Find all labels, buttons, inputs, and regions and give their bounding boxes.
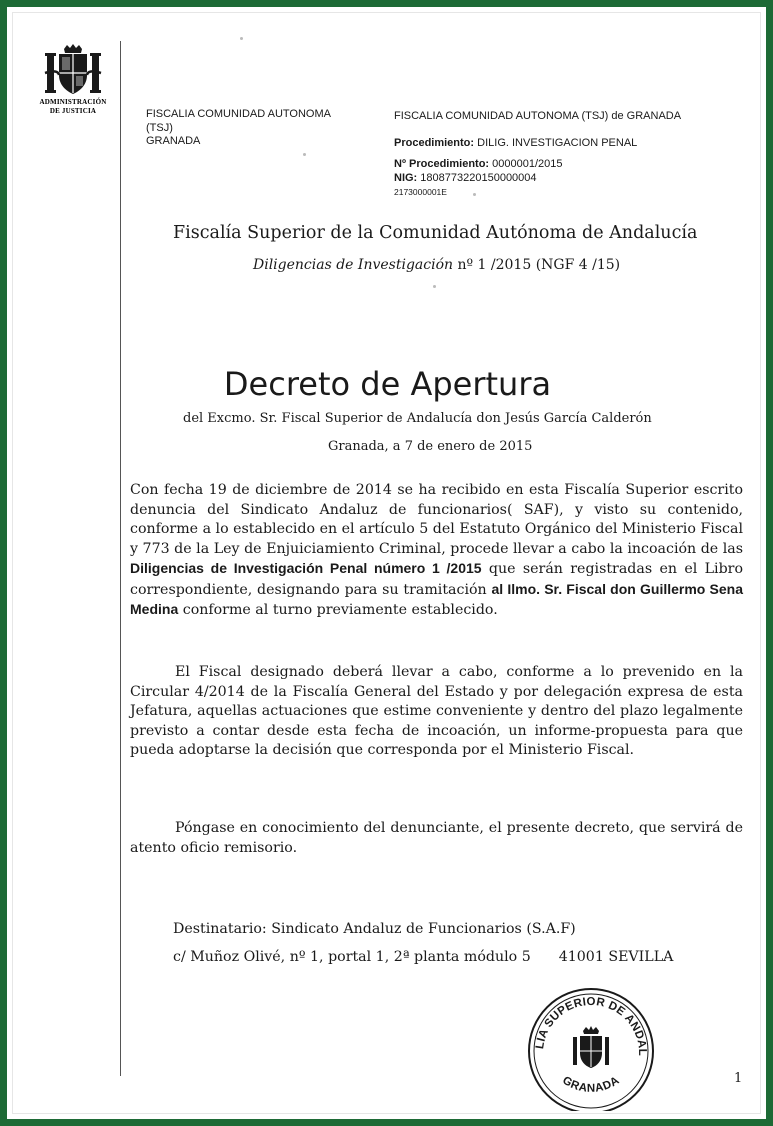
header-right [394,109,681,199]
diligencias-number: nº 1 /2015 (NGF 4 /15) [457,257,621,273]
margin-rule [120,41,121,1076]
scan-speck [433,285,436,288]
seal-emblem-icon [573,1026,609,1068]
procedimiento-value: DILIG. INVESTIGACION PENAL [477,137,638,149]
svg-text:GRANADA [560,1074,622,1094]
emblem-caption-line1: ADMINISTRACIÓN [39,98,107,106]
paragraph-1-bold-diligencias: Diligencias de Investigación Penal número 1 /2015 [130,560,482,576]
decree-author: del Excmo. Sr. Fiscal Superior de Andalucía don Jesús García Calderón [183,411,652,426]
coat-of-arms-icon [43,43,103,97]
justice-emblem [35,43,111,115]
seal-bottom-text: GRANADA [560,1074,622,1095]
page-number: 1 [734,1071,743,1086]
nig-value: 1808773220150000004 [420,172,537,184]
header-left [146,108,331,149]
diligencias-italic: Diligencias de Investigación [253,257,454,273]
paragraph-1-part-e: conforme al turno previamente establecido. [182,602,498,618]
document-code: 2173000001E [394,187,447,197]
official-seal [521,981,661,1111]
decree-place-date: Granada, a 7 de enero de 2015 [328,439,533,454]
recipient-line2: c/ Muñoz Olivé, nº 1, portal 1, 2ª planta módulo 5 [173,949,531,965]
paragraph-1-part-c: que serán registradas en el Libro correspondiente, designando para su tramitación [130,561,743,598]
seal-top-text: LÍA SUPERIOR DE ANDAL [534,995,649,1057]
nig-line [394,171,681,185]
decree-title: Decreto de Apertura [223,365,552,403]
header-left-line2: (TSJ) [146,121,173,134]
paragraph-2: El Fiscal designado deberá llevar a cabo, conforme a lo prevenido en la Circular 4/2014 de la Fiscalía General del Estado y por delegación expresa de esta Jefatura, aquellas actuaciones que estime conveniente y dentro del plazo legalmente previsto a contar desde esta fecha de incoación, un informe-propuesta para que pueda adoptarse la decisión que corresponda por el Ministerio Fiscal. [130,664,743,758]
paragraph-3: Póngase en conocimiento del denunciante, el presente decreto, que servirá de atento oficio remisorio. [130,820,743,856]
header-left-line3: GRANADA [146,135,201,147]
header-right-line1: FISCALIA COMUNIDAD AUTONOMA (TSJ) de GRANADA [394,110,682,122]
num-procedimiento-value: 0000001/2015 [492,158,563,170]
paragraph-1 [130,481,743,621]
nig-label: NIG: [394,172,418,184]
procedimiento-line [394,136,681,150]
procedimiento-label: Procedimiento: [394,137,475,149]
paragraph-1-part-a: Con fecha 19 de diciembre de 2014 se ha recibido en esta Fiscalía Superior escrito denuncia del Sindicato Andaluz de funcionarios( SAF), y visto su contenido, conforme a lo establecido en el artículo 5 del Estatuto Orgánico del Ministerio Fiscal y 773 de la Ley de Enjuiciamiento Criminal, procede llevar a cabo la incoación de las [130,482,743,557]
scan-speck [473,193,476,196]
recipient-city: 41001 SEVILLA [558,949,674,965]
scan-speck [240,37,243,40]
recipient-address [173,949,673,965]
header-left-line1: FISCALIA COMUNIDAD AUTONOMA [146,108,331,120]
document-page [12,12,761,1114]
num-procedimiento-line [394,157,681,171]
paragraph-1-bold-fiscal: al Ilmo. Sr. Fiscal don Guillermo Sena Medina [130,580,743,617]
diligencias-line [253,257,620,273]
recipient-line1: Destinatario: Sindicato Andaluz de Funcionarios (S.A.F) [173,921,576,937]
scan-speck [303,153,306,156]
num-procedimiento-label: Nº Procedimiento: [394,158,490,170]
office-title: Fiscalía Superior de la Comunidad Autónoma de Andalucía [173,223,698,243]
emblem-caption-line2: DE JUSTICIA [49,107,97,115]
